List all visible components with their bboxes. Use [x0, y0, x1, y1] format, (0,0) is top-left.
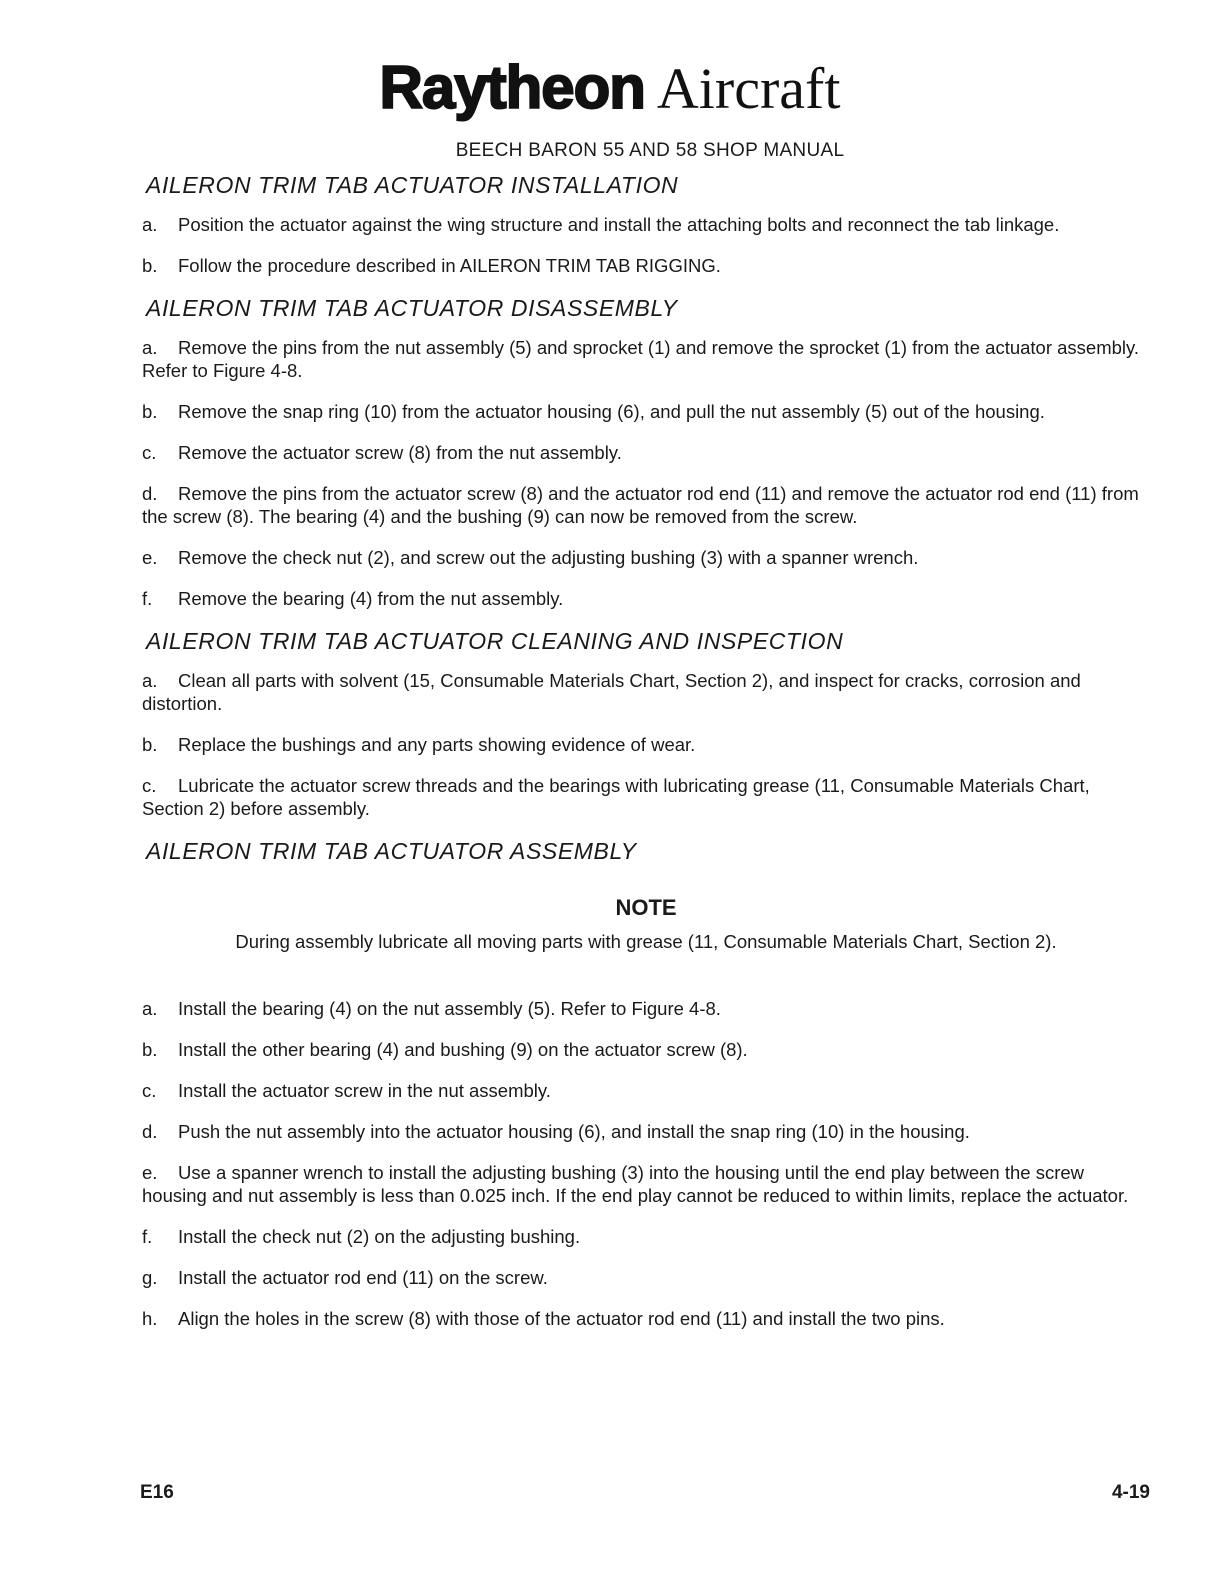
section-heading-installation: AILERON TRIM TAB ACTUATOR INSTALLATION — [146, 172, 679, 198]
raytheon-aircraft-logo — [0, 54, 1220, 121]
step-item — [142, 400, 1152, 423]
step-letter: e. — [142, 547, 158, 568]
step-item — [142, 774, 1152, 820]
step-text: Install the check nut (2) on the adjusting bushing. — [178, 1226, 581, 1247]
step-letter: d. — [142, 1121, 158, 1142]
step-text: Install the other bearing (4) and bushing (9) on the actuator screw (8). — [178, 1039, 748, 1060]
step-item — [142, 254, 1152, 277]
step-letter: h. — [142, 1308, 158, 1329]
step-text: Remove the pins from the nut assembly (5) and sprocket (1) and remove the sprocket (1) from the actuator assembly. Refer to Figure 4-8. — [142, 337, 1140, 381]
step-letter: c. — [142, 442, 157, 463]
step-letter: a. — [142, 337, 158, 358]
step-text: Follow the procedure described in AILERON TRIM TAB RIGGING. — [178, 255, 721, 276]
logo-brand: Raytheon — [379, 54, 645, 121]
step-text: Remove the snap ring (10) from the actuator housing (6), and pull the nut assembly (5) out of the housing. — [178, 401, 1045, 422]
step-item — [142, 1038, 1152, 1061]
step-letter: b. — [142, 1039, 158, 1060]
step-letter: d. — [142, 483, 158, 504]
step-item — [142, 1225, 1152, 1248]
step-text: Remove the pins from the actuator screw (8) and the actuator rod end (11) and remove the actuator rod end (11) from the screw (8). The bearing (4) and the bushing (9) can now be removed from the screw. — [142, 483, 1139, 527]
footer-code: E16 — [140, 1482, 174, 1503]
step-letter: b. — [142, 255, 158, 276]
step-text: Use a spanner wrench to install the adjusting bushing (3) into the housing until the end play between the screw housing and nut assembly is less than 0.025 inch. If the end play cannot be reduced to within limits, replace the actuator. — [142, 1162, 1129, 1206]
step-letter: a. — [142, 998, 158, 1019]
step-letter: a. — [142, 214, 158, 235]
section-heading-cleaning: AILERON TRIM TAB ACTUATOR CLEANING AND INSPECTION — [146, 628, 844, 654]
page-number: 4-19 — [1111, 1482, 1150, 1503]
step-letter: b. — [142, 401, 158, 422]
step-text: Align the holes in the screw (8) with those of the actuator rod end (11) and install the two pins. — [178, 1308, 945, 1329]
step-text: Install the bearing (4) on the nut assembly (5). Refer to Figure 4-8. — [178, 998, 721, 1019]
logo-word: Aircraft — [656, 56, 841, 121]
step-letter: f. — [142, 588, 153, 609]
note-title: NOTE — [615, 895, 677, 920]
section-heading-disassembly: AILERON TRIM TAB ACTUATOR DISASSEMBLY — [146, 295, 678, 321]
step-item — [142, 733, 1152, 756]
step-letter: a. — [142, 670, 158, 691]
step-text: Install the actuator screw in the nut assembly. — [178, 1080, 551, 1101]
step-item — [142, 1307, 1152, 1330]
step-item — [142, 587, 1152, 610]
step-item — [142, 213, 1152, 236]
step-item — [142, 546, 1152, 569]
step-letter: e. — [142, 1162, 158, 1183]
step-text: Remove the actuator screw (8) from the nut assembly. — [178, 442, 622, 463]
step-item — [142, 997, 1152, 1020]
step-item — [142, 441, 1152, 464]
step-letter: b. — [142, 734, 158, 755]
step-item — [142, 1079, 1152, 1102]
step-letter: f. — [142, 1226, 153, 1247]
note-text: During assembly lubricate all moving parts with grease (11, Consumable Materials Chart, Section 2). — [235, 931, 1057, 952]
step-text: Remove the bearing (4) from the nut assembly. — [178, 588, 564, 609]
step-letter: c. — [142, 775, 157, 796]
step-text: Position the actuator against the wing structure and install the attaching bolts and reconnect the tab linkage. — [178, 214, 1060, 235]
section-heading-assembly: AILERON TRIM TAB ACTUATOR ASSEMBLY — [146, 838, 637, 864]
step-item — [142, 1161, 1152, 1207]
step-letter: c. — [142, 1080, 157, 1101]
step-text: Remove the check nut (2), and screw out the adjusting bushing (3) with a spanner wrench. — [178, 547, 919, 568]
step-text: Push the nut assembly into the actuator housing (6), and install the snap ring (10) in the housing. — [178, 1121, 970, 1142]
manual-title: BEECH BARON 55 AND 58 SHOP MANUAL — [455, 140, 845, 161]
step-item — [142, 482, 1152, 528]
step-letter: g. — [142, 1267, 158, 1288]
step-text: Install the actuator rod end (11) on the screw. — [178, 1267, 548, 1288]
step-item — [142, 1266, 1152, 1289]
page-content — [140, 172, 1152, 1348]
step-item — [142, 669, 1152, 715]
step-item — [142, 1120, 1152, 1143]
step-text: Replace the bushings and any parts showing evidence of wear. — [178, 734, 696, 755]
step-text: Clean all parts with solvent (15, Consumable Materials Chart, Section 2), and inspect for cracks, corrosion and distortion. — [142, 670, 1081, 714]
step-text: Lubricate the actuator screw threads and the bearings with lubricating grease (11, Consumable Materials Chart, Section 2) before assembly. — [142, 775, 1090, 819]
step-item — [142, 336, 1152, 382]
